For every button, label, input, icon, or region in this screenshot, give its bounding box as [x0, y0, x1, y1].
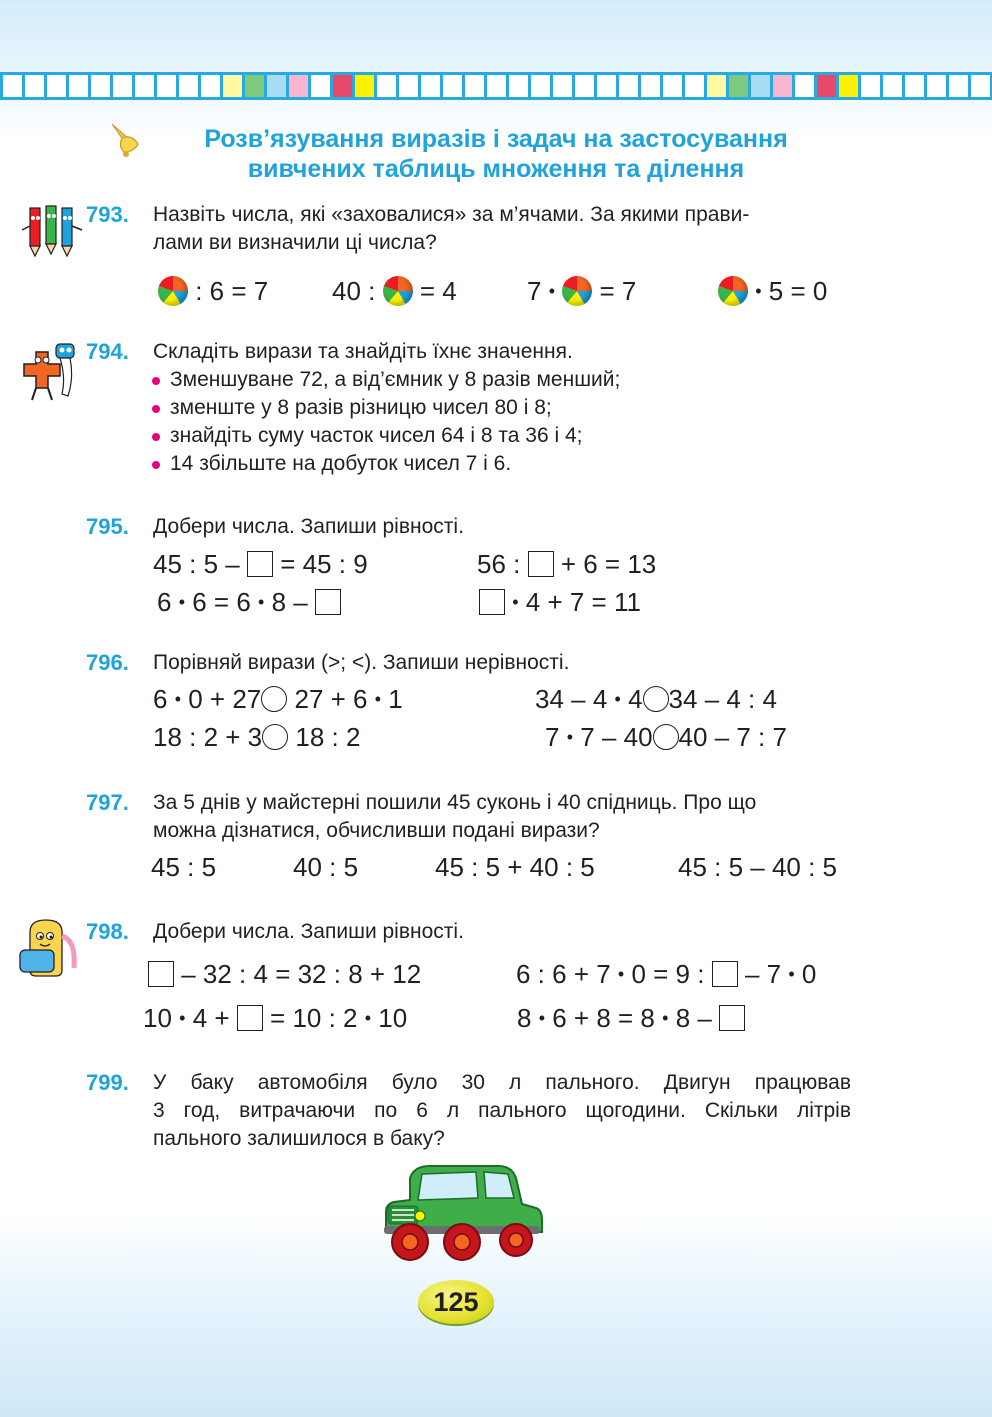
section-title: [0, 124, 992, 184]
task-797-expression-3: 45 : 5 + 40 : 5: [435, 852, 595, 882]
strip-cell: [487, 75, 506, 97]
task-795-r1b-text: = 45 : 9: [280, 549, 368, 579]
multiply-dot: •: [617, 964, 625, 984]
comparison-circle[interactable]: [653, 724, 679, 750]
comparison-circle[interactable]: [262, 724, 288, 750]
task-796-c4b-text: 7 – 40: [580, 722, 653, 752]
task-796-c1c-text: 27 + 6: [294, 684, 368, 714]
answer-box[interactable]: [247, 551, 273, 577]
task-795-row-2-left: [157, 585, 341, 619]
task-795-r3b-text: 6 = 6: [192, 587, 251, 617]
multiply-dot: •: [566, 727, 574, 747]
strip-cell: [575, 75, 594, 97]
task-number-794: 794.: [86, 339, 129, 364]
section-title-line1: Розв’язування виразів і задач на застосування: [204, 125, 788, 153]
strip-cell: [355, 75, 374, 97]
task-798-r4b-text: 6 + 8 = 8: [552, 1003, 655, 1033]
task-798-text: Добери числа. Запиши рівності.: [153, 920, 464, 943]
strip-cell: [883, 75, 902, 97]
page-number: 125: [418, 1280, 494, 1324]
list-item: Зменшуване 72, а від’ємник у 8 разів менший;: [150, 366, 620, 394]
multiply-dot: •: [538, 1008, 546, 1028]
task-794-bullet-list: [150, 366, 620, 478]
strip-cell: [113, 75, 132, 97]
task-number-795: 795.: [86, 514, 129, 539]
comparison-circle[interactable]: [643, 686, 669, 712]
task-795-row-2-right: [479, 585, 641, 619]
strip-cell: [927, 75, 946, 97]
plus-character-icon: [16, 338, 82, 406]
strip-cell: [839, 75, 858, 97]
task-793-text-line1: Назвіть числа, які «заховалися» за м’ячами. За якими прави-: [153, 203, 750, 226]
task-796-row-1-right: [535, 682, 777, 716]
task-797-expression-2: 40 : 5: [293, 852, 359, 882]
multiply-dot: •: [374, 689, 382, 709]
strip-cell: [69, 75, 88, 97]
task-796-text: Порівняй вирази (>; <). Запиши нерівності.: [153, 651, 570, 674]
multiply-dot: •: [174, 689, 182, 709]
strip-cell: [421, 75, 440, 97]
task-795-r2a-text: 56 :: [477, 549, 521, 579]
task-793-text-line2: лами ви визначили ці числа?: [153, 231, 437, 254]
task-793-e2b-text: = 4: [419, 276, 457, 306]
strip-cell: [223, 75, 242, 97]
strip-cell: [663, 75, 682, 97]
strip-cell: [179, 75, 198, 97]
task-796-row-1-left: [153, 682, 403, 716]
task-797-expression-1: 45 : 5: [151, 852, 217, 882]
task-796-c2a-text: 34 – 4: [535, 684, 608, 714]
strip-cell: [685, 75, 704, 97]
strip-cell: [245, 75, 264, 97]
task-795-text: Добери числа. Запиши рівності.: [153, 515, 464, 538]
task-798-r4c-text: 8 –: [675, 1003, 712, 1033]
task-796-c2b-text: 4: [628, 684, 643, 714]
strip-cell: [157, 75, 176, 97]
ball-icon: [562, 276, 592, 306]
answer-box[interactable]: [148, 961, 174, 987]
task-793-expression-2: [332, 274, 457, 308]
task-793-expression-1: [158, 274, 268, 308]
strip-cell: [135, 75, 154, 97]
task-number-797: 797.: [86, 790, 129, 815]
list-item: 14 збільште на добуток чисел 7 і 6.: [150, 450, 620, 478]
strip-cell: [333, 75, 352, 97]
strip-cell: [311, 75, 330, 97]
multiply-dot: •: [512, 592, 519, 612]
strip-cell: [729, 75, 748, 97]
multiply-dot: •: [178, 592, 186, 612]
task-798-r2a-text: 6 : 6 + 7: [516, 959, 611, 989]
task-798-r3b-text: 4 +: [192, 1003, 230, 1033]
task-797-text-line2: можна дізнатися, обчисливши подані вирази?: [153, 819, 600, 842]
top-background: [0, 0, 992, 140]
strip-cell: [531, 75, 550, 97]
section-title-line2: вивчених таблиць множення та ділення: [247, 155, 745, 183]
strip-cell: [289, 75, 308, 97]
list-item: знайдіть суму часток чисел 64 і 8 та 36 і 4;: [150, 422, 620, 450]
task-798-r4a-text: 8: [517, 1003, 532, 1033]
strip-cell: [773, 75, 792, 97]
ball-icon: [158, 276, 188, 306]
strip-cell: [399, 75, 418, 97]
task-793-e4-text: 5 = 0: [768, 276, 828, 306]
task-795-row-1-left: [153, 547, 368, 581]
task-795-r2b-text: + 6 = 13: [560, 549, 657, 579]
decorative-strip: [0, 72, 992, 100]
answer-box[interactable]: [237, 1005, 263, 1031]
task-795-r1a-text: 45 : 5 –: [153, 549, 240, 579]
multiply-dot: •: [179, 1008, 186, 1028]
strip-cell: [91, 75, 110, 97]
comparison-circle[interactable]: [261, 686, 287, 712]
car-illustration: [380, 1160, 544, 1264]
task-798-r2b-text: 0 = 9 :: [631, 959, 705, 989]
task-796-c4c-text: 40 – 7 : 7: [678, 722, 787, 752]
task-798-r3d-text: 10: [378, 1003, 408, 1033]
strip-cell: [509, 75, 528, 97]
strip-cell: [905, 75, 924, 97]
task-799-text-line3: пального залишилося в баку?: [153, 1127, 445, 1150]
backpack-icon: [16, 918, 80, 978]
strip-cell: [641, 75, 660, 97]
task-796-c1a-text: 6: [153, 684, 168, 714]
task-number-799: 799.: [86, 1070, 129, 1095]
strip-cell: [553, 75, 572, 97]
answer-box[interactable]: [315, 589, 341, 615]
strip-cell: [443, 75, 462, 97]
multiply-dot: •: [364, 1008, 372, 1028]
task-798-row-1-right: [516, 957, 816, 991]
multiply-dot: •: [755, 281, 762, 301]
strip-cell: [377, 75, 396, 97]
ball-icon: [383, 276, 413, 306]
strip-cell: [597, 75, 616, 97]
task-796-c2c-text: 34 – 4 : 4: [668, 684, 777, 714]
task-796-c3a-text: 18 : 2 + 3: [153, 722, 263, 752]
task-796-row-2-right: [545, 720, 787, 754]
strip-cell: [201, 75, 220, 97]
task-796-c4a-text: 7: [545, 722, 560, 752]
multiply-dot: •: [258, 592, 265, 612]
task-796-row-2-left: [153, 720, 360, 754]
task-793-e1-text: : 6 = 7: [195, 276, 269, 306]
task-795-r3c-text: 8 –: [271, 587, 308, 617]
multiply-dot: •: [614, 689, 621, 709]
strip-cell: [25, 75, 44, 97]
task-795-r3a-text: 6: [157, 587, 172, 617]
answer-box[interactable]: [528, 551, 554, 577]
task-793-expression-4: [718, 274, 827, 308]
strip-cell: [795, 75, 814, 97]
answer-box[interactable]: [719, 1005, 745, 1031]
task-798-r2d-text: 0: [801, 959, 817, 989]
task-number-793: 793.: [86, 202, 129, 227]
task-796-c1d-text: 1: [388, 684, 403, 714]
task-793-e3a-text: 7: [527, 276, 542, 306]
ball-icon: [718, 276, 748, 306]
task-799-text-line1: У баку автомобіля було 30 л пального. Двигун працював: [153, 1071, 851, 1094]
task-798-row-1-left: [148, 957, 421, 991]
task-797-text-line1: За 5 днів у майстерні пошили 45 суконь і 40 спідниць. Про що: [153, 791, 757, 814]
task-798-r2c-text: – 7: [744, 959, 782, 989]
strip-cell: [971, 75, 990, 97]
strip-cell: [817, 75, 836, 97]
task-798-r3a-text: 10: [143, 1003, 172, 1033]
strip-cell: [861, 75, 880, 97]
task-798-row-2-right: [517, 1001, 745, 1035]
multiply-dot: •: [662, 1008, 669, 1028]
task-796-c3b-text: 18 : 2: [295, 722, 361, 752]
task-number-796: 796.: [86, 650, 129, 675]
strip-cell: [619, 75, 638, 97]
strip-cell: [949, 75, 968, 97]
task-793-e3b-text: = 7: [599, 276, 637, 306]
strip-cell: [751, 75, 770, 97]
answer-box[interactable]: [479, 589, 505, 615]
pencils-icon: [20, 200, 84, 260]
task-795-r4a-text: 4 + 7 = 11: [525, 587, 641, 617]
answer-box[interactable]: [712, 961, 738, 987]
task-793-expression-3: [527, 274, 636, 308]
strip-cell: [3, 75, 22, 97]
task-799-text-line2: 3 год, витрачаючи по 6 л пального щогодини. Скільки літрів: [153, 1099, 851, 1122]
strip-cell: [267, 75, 286, 97]
task-794-text: Складіть вирази та знайдіть їхнє значення.: [153, 340, 573, 363]
strip-cell: [707, 75, 726, 97]
task-796-c1b-text: 0 + 27: [188, 684, 262, 714]
list-item: зменште у 8 разів різницю чисел 80 і 8;: [150, 394, 620, 422]
multiply-dot: •: [548, 281, 556, 301]
task-798-r3c-text: = 10 : 2: [270, 1003, 358, 1033]
strip-cell: [465, 75, 484, 97]
task-number-798: 798.: [86, 919, 129, 944]
task-797-expression-4: 45 : 5 – 40 : 5: [678, 852, 838, 882]
strip-cell: [47, 75, 66, 97]
multiply-dot: •: [788, 964, 795, 984]
task-798-row-2-left: [143, 1001, 407, 1035]
task-793-e2a-text: 40 :: [332, 276, 376, 306]
task-798-r1a-text: – 32 : 4 = 32 : 8 + 12: [181, 959, 422, 989]
task-795-row-1-right: [477, 547, 656, 581]
